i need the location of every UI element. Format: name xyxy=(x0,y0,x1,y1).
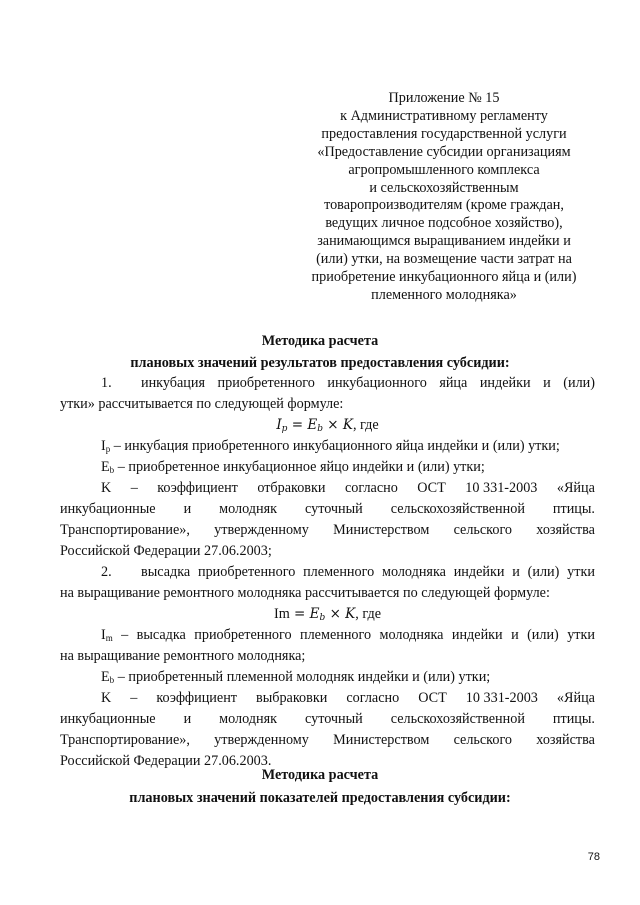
word: Министерством xyxy=(333,522,430,538)
word: и xyxy=(511,627,519,643)
formula-subscript: p xyxy=(281,424,288,434)
word: индейки xyxy=(451,627,503,643)
word: сельского xyxy=(453,732,513,748)
formula-symbol: = E xyxy=(289,606,320,622)
formula-symbol: × K xyxy=(325,606,356,622)
appendix-line: предоставления государственной услуги xyxy=(321,125,567,142)
word: племенного xyxy=(303,564,375,580)
word: коэффициент xyxy=(157,480,238,496)
subscript: b xyxy=(109,465,115,475)
word: сельского xyxy=(453,522,513,538)
word: молодняк xyxy=(219,501,278,517)
section1-title: Методика расчета xyxy=(261,333,379,349)
item2-number: 2. xyxy=(101,564,112,580)
word: и xyxy=(183,711,192,727)
word: Министерством xyxy=(333,732,430,748)
word: – xyxy=(130,690,138,706)
formula-symbol: Im xyxy=(274,606,290,622)
item1-line2: утки» рассчитывается по следующей формуле: xyxy=(60,396,344,412)
item1-number: 1. xyxy=(101,375,112,391)
definition-text: – приобретенный племенной молодняк индейки и (или) утки; xyxy=(114,669,491,685)
word: 10 331-2003 xyxy=(465,690,538,706)
word: выбраковки xyxy=(256,690,328,706)
word: приобретенного xyxy=(197,564,296,580)
word: отбраковки xyxy=(257,480,326,496)
word: хозяйства xyxy=(536,522,595,538)
word: согласно xyxy=(346,690,400,706)
formula-subscript: b xyxy=(317,424,323,434)
appendix-line: к Административному регламенту xyxy=(340,107,548,124)
item2-def-im-line1 xyxy=(60,625,595,646)
appendix-line: и сельскохозяйственным xyxy=(369,179,519,196)
page-number: 78 xyxy=(587,851,600,863)
word: (или) xyxy=(527,627,559,643)
appendix-line: (или) утки, на возмещение части затрат на xyxy=(316,251,572,268)
word: K xyxy=(101,480,112,496)
word: высадка xyxy=(141,564,191,580)
appendix-line: агропромышленного комплекса xyxy=(348,161,540,178)
subscript: b xyxy=(109,675,115,685)
formula-tail: , где xyxy=(355,606,381,622)
word: высадка xyxy=(136,627,186,643)
word: приобретенного xyxy=(217,375,315,391)
item1-formula xyxy=(60,415,595,436)
item2-def-k-line3 xyxy=(60,730,595,751)
word: молодняка xyxy=(381,564,446,580)
appendix-line: «Предоставление субсидии организациям xyxy=(317,143,571,160)
item2-line1 xyxy=(60,562,595,583)
word: инкубационные xyxy=(60,501,156,517)
appendix-line: товаропроизводителям (кроме граждан, xyxy=(324,197,564,214)
word: инкубационного xyxy=(327,375,427,391)
word: молодняк xyxy=(219,711,278,727)
word: K xyxy=(101,690,112,706)
symbol: I xyxy=(101,438,106,454)
item1-def-k-line1 xyxy=(60,478,595,499)
word: суточный xyxy=(304,711,363,727)
word: (или) xyxy=(527,564,560,580)
word: утвержденному xyxy=(214,522,309,538)
symbol: I xyxy=(101,627,106,643)
formula-symbol: × K xyxy=(322,417,353,433)
subscript: p xyxy=(105,444,111,454)
item1-def-eb xyxy=(60,457,595,478)
subscript: m xyxy=(105,633,113,643)
word: – xyxy=(130,480,138,496)
word: яйца xyxy=(439,375,468,391)
word: птицы. xyxy=(552,501,595,517)
word: согласно xyxy=(344,480,398,496)
item2-def-k-line2 xyxy=(60,709,595,730)
appendix-line: занимающимся выращиванием индейки и xyxy=(317,233,571,250)
section2-title: Методика расчета xyxy=(261,767,379,783)
formula-symbol: I xyxy=(276,417,282,433)
item2-def-k-line4: Российской Федерации 27.06.2003. xyxy=(60,753,272,769)
item1-def-k-line4: Российской Федерации 27.06.2003; xyxy=(60,543,272,559)
word: Транспортирование», xyxy=(60,732,190,748)
item2-line2: на выращивание ремонтного молодняка рассчитывается по следующей формуле: xyxy=(60,585,550,601)
word: (или) xyxy=(563,375,595,391)
item1-line1 xyxy=(60,373,595,394)
word: – xyxy=(121,627,129,643)
word: 10 331-2003 xyxy=(465,480,538,496)
word: индейки xyxy=(479,375,531,391)
appendix-header xyxy=(298,90,590,305)
word: Транспортирование», xyxy=(60,522,190,538)
word: птицы. xyxy=(552,711,595,727)
word: молодняка xyxy=(379,627,444,643)
appendix-line: приобретение инкубационного яйца и (или) xyxy=(311,269,577,286)
word: утки xyxy=(567,564,595,580)
word: приобретенного xyxy=(194,627,292,643)
formula-subscript: b xyxy=(319,613,326,623)
appendix-line: племенного молодняка» xyxy=(371,286,517,303)
definition-text: – инкубация приобретенного инкубационного яйца индейки и (или) утки; xyxy=(110,438,560,454)
word: индейки xyxy=(453,564,505,580)
definition-text: – приобретенное инкубационное яйцо индейки и (или) утки; xyxy=(114,459,485,475)
word: сельскохозяйственной xyxy=(390,501,525,517)
word: ОСТ xyxy=(418,690,447,706)
word: коэффициент xyxy=(156,690,237,706)
section1-subtitle: плановых значений результатов предоставления субсидии: xyxy=(130,355,510,371)
word: утвержденному xyxy=(214,732,309,748)
word: ОСТ xyxy=(417,480,446,496)
word: «Яйца xyxy=(556,690,595,706)
word: и xyxy=(543,375,551,391)
item2-def-k-line1 xyxy=(60,688,595,709)
word: «Яйца xyxy=(556,480,595,496)
word: и xyxy=(512,564,520,580)
section1-body xyxy=(60,373,595,772)
word: хозяйства xyxy=(536,732,595,748)
formula-symbol: = E xyxy=(287,417,318,433)
item2-formula xyxy=(60,604,595,625)
word: утки xyxy=(567,627,595,643)
word: суточный xyxy=(304,501,363,517)
appendix-line: Приложение № 15 xyxy=(388,90,500,106)
item1-def-ip xyxy=(60,436,595,457)
symbol: E xyxy=(101,459,110,475)
item2-def-eb xyxy=(60,667,595,688)
appendix-line: ведущих личное подсобное хозяйство), xyxy=(325,215,563,232)
item1-def-k-line3 xyxy=(60,520,595,541)
section2-subtitle: плановых значений показателей предоставления субсидии: xyxy=(129,790,511,806)
item1-def-k-line2 xyxy=(60,499,595,520)
item2-def-im-line2: на выращивание ремонтного молодняка; xyxy=(60,648,306,664)
word: и xyxy=(183,501,192,517)
formula-tail: , где xyxy=(352,417,379,433)
word: инкубационные xyxy=(60,711,156,727)
word: сельскохозяйственной xyxy=(390,711,525,727)
word: племенного xyxy=(300,627,372,643)
word: инкубация xyxy=(141,375,206,391)
symbol: E xyxy=(101,669,110,685)
